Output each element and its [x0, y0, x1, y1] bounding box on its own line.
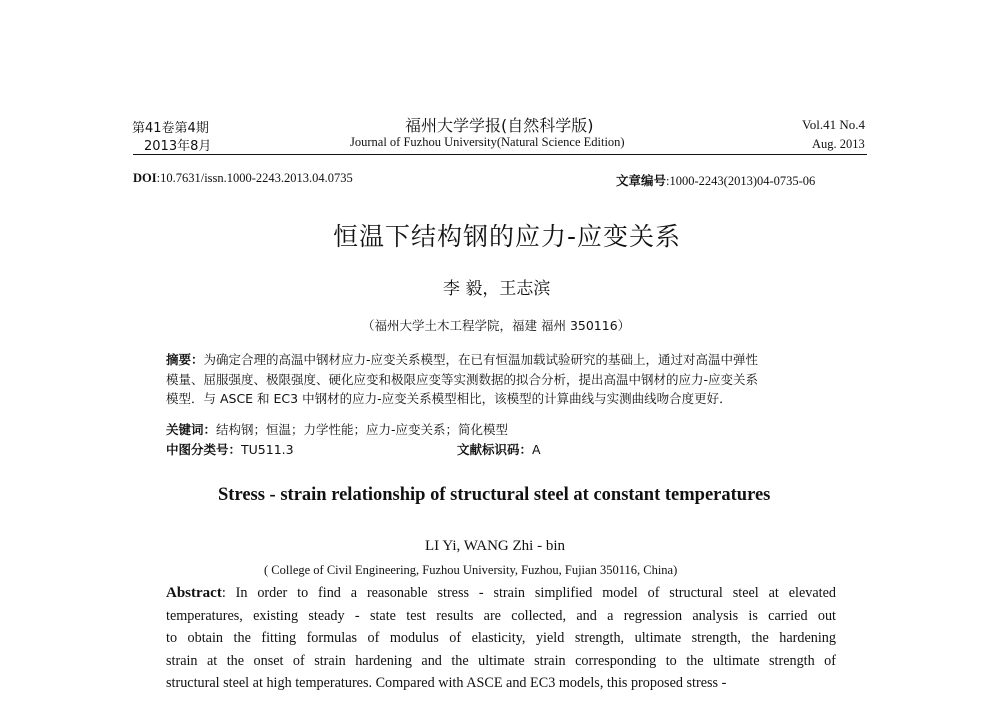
- authors-en: LI Yi, WANG Zhi - bin: [425, 538, 565, 554]
- doi-label: DOI: [133, 171, 157, 185]
- abstract-en-line: temperatures, existing steady - state test results are collected, and a regression analysis is carried out: [166, 607, 836, 624]
- document-code-label: 文献标识码：: [457, 442, 533, 457]
- document-code-value: A: [532, 442, 541, 457]
- keywords-cn-value: 结构钢；恒温；力学性能；应力-应变关系；简化模型: [216, 422, 509, 437]
- doi-value: :10.7631/issn.1000-2243.2013.04.0735: [156, 171, 353, 185]
- keywords-cn-label: 关键词：: [166, 422, 217, 437]
- classification-value: TU511.3: [241, 442, 294, 457]
- abstract-cn: [166, 350, 838, 409]
- header-rule: [133, 154, 867, 155]
- abstract-en-line: strain at the onset of strain hardening and the ultimate strain corresponding to the ultimate strength of: [166, 652, 836, 669]
- article-number-label: 文章编号: [616, 173, 667, 188]
- title-cn: 恒温下结构钢的应力-应变关系: [333, 222, 682, 251]
- abstract-cn-line: 模量、屈服强度、极限强度、硬化应变和极限应变等实测数据的拟合分析，提出高温中钢材的应力-应变关系: [166, 371, 759, 387]
- abstract-en-label: Abstract: [166, 585, 222, 601]
- authors-cn: 李 毅，王志滨: [443, 279, 551, 299]
- document-code: [457, 440, 541, 458]
- journal-title-cn: 福州大学学报(自然科学版): [405, 116, 594, 135]
- abstract-cn-label: 摘要：: [166, 352, 204, 367]
- abstract-cn-line: 模型．与 ASCE 和 EC3 中钢材的应力-应变关系模型相比，该模型的计算曲线与实测曲线吻合度更好．: [166, 391, 732, 406]
- classification-number: [166, 440, 294, 458]
- title-en: Stress - strain relationship of structural steel at constant temperatures: [218, 485, 771, 505]
- classification-label: 中图分类号：: [166, 442, 242, 457]
- journal-title-en: Journal of Fuzhou University(Natural Science Edition): [350, 135, 625, 149]
- volume-issue-en: Vol.41 No.4: [802, 117, 865, 132]
- abstract-en-line: [166, 582, 836, 605]
- article-number-value: :1000-2243(2013)04-0735-06: [666, 174, 816, 188]
- abstract-en-line: structural steel at high temperatures. Compared with ASCE and EC3 models, this proposed stress -: [166, 675, 727, 692]
- abstract-cn-line: [166, 350, 838, 370]
- article-number-line: [616, 171, 815, 189]
- date-en: Aug. 2013: [812, 137, 865, 151]
- date-cn: 2013年8月: [144, 139, 212, 154]
- affiliation-en: ( College of Civil Engineering, Fuzhou University, Fuzhou, Fujian 350116, China): [264, 563, 678, 577]
- abstract-en-line: to obtain the fitting formulas of modulus of elasticity, yield strength, ultimate strength, the hardening: [166, 630, 836, 647]
- abstract-en-text: : In order to find a reasonable stress - strain simplified model of structural steel at elevated: [221, 585, 836, 601]
- abstract-cn-text: 为确定合理的高温中钢材应力-应变关系模型，在已有恒温加载试验研究的基础上，通过对高温中弹性: [203, 352, 759, 367]
- affiliation-cn: （福州大学土木工程学院，福建 福州 350116）: [362, 318, 631, 333]
- doi-line: [133, 171, 353, 186]
- keywords-cn: [166, 420, 508, 438]
- volume-issue-cn: 第41卷第4期: [132, 121, 209, 136]
- abstract-en: [166, 582, 836, 695]
